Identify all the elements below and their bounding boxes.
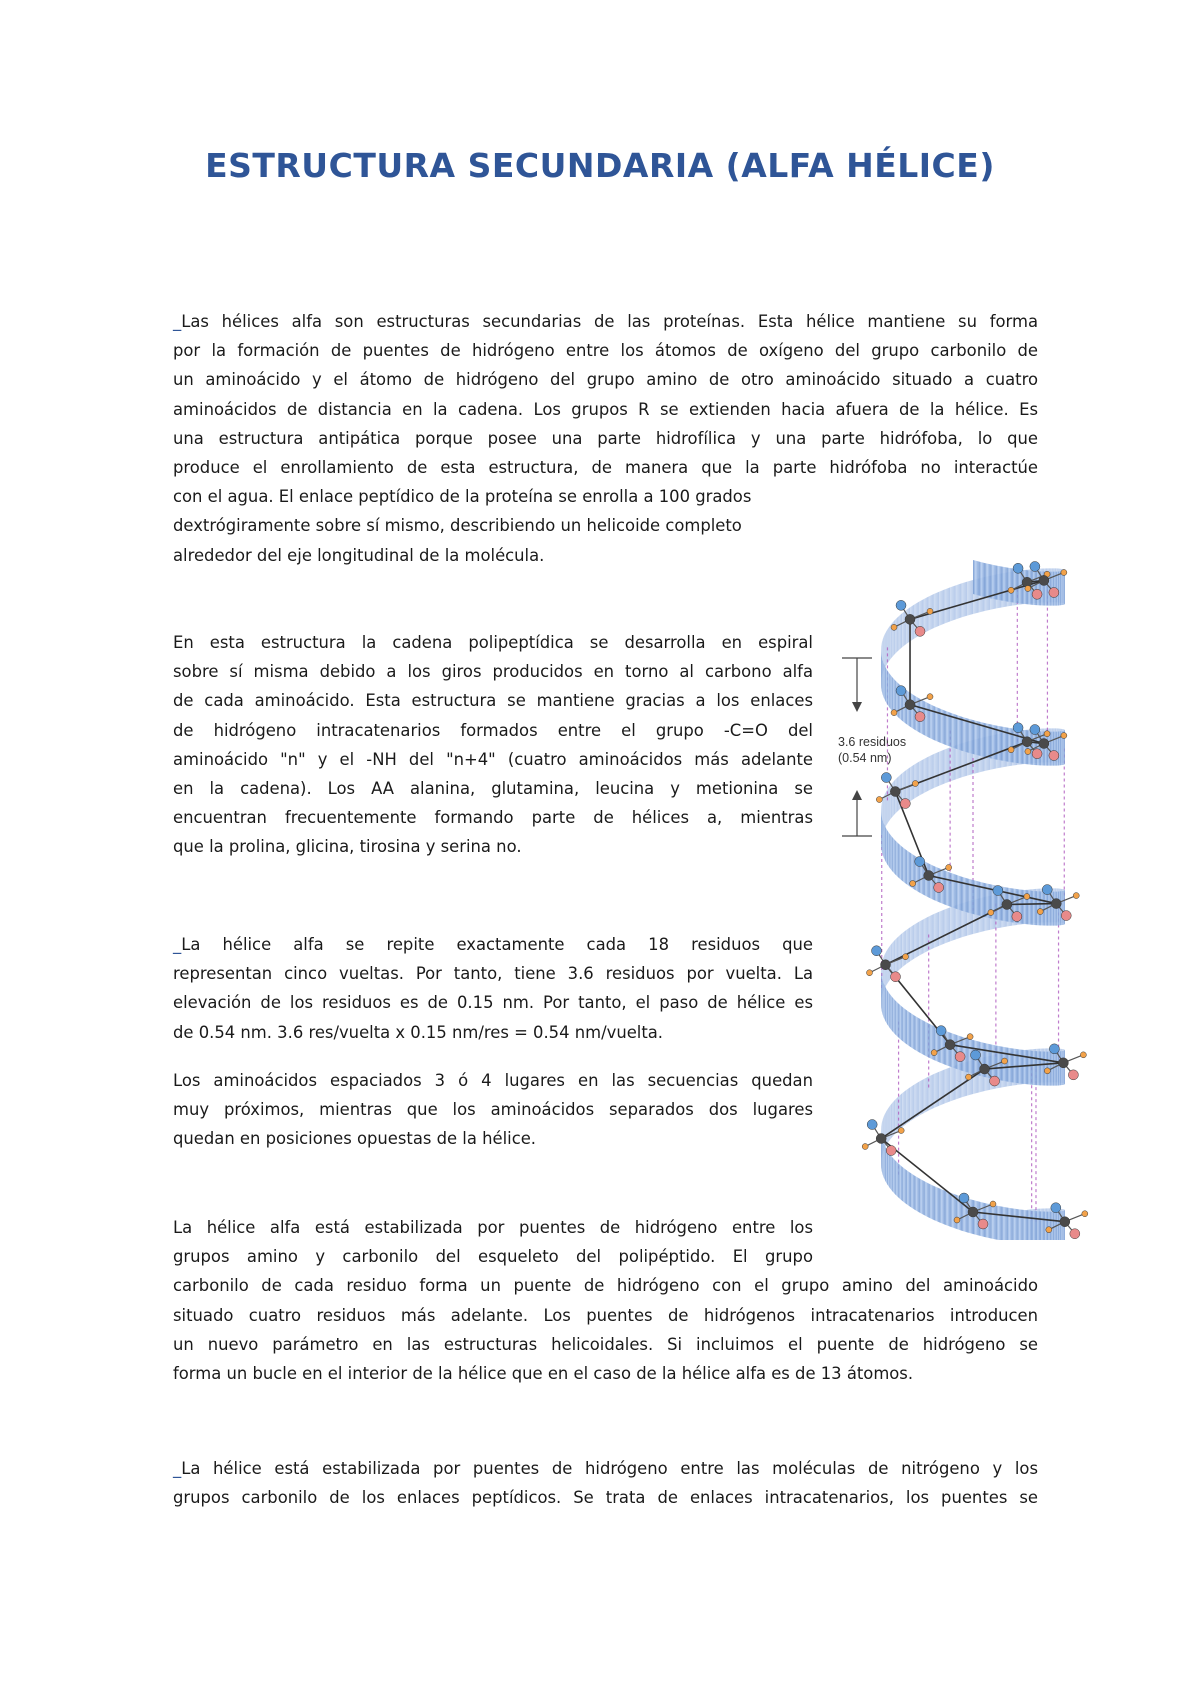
ribbon-front-segment bbox=[1022, 1210, 1027, 1240]
atom bbox=[927, 694, 933, 700]
atom bbox=[1008, 747, 1014, 753]
alpha-helix-image bbox=[828, 510, 1090, 1240]
atom bbox=[968, 1207, 978, 1217]
ribbon-front-segment bbox=[973, 720, 979, 756]
ribbon-front-segment bbox=[1036, 1051, 1040, 1085]
text-line: encuentran frecuentemente formando parte de hélices a, mientras bbox=[173, 808, 813, 828]
atom bbox=[946, 864, 952, 870]
ribbon-front-segment bbox=[887, 671, 889, 708]
atom bbox=[1030, 725, 1040, 735]
atom bbox=[990, 1201, 996, 1207]
text-line: aminoácidos de distancia en la cadena. Los grupos R se extienden hacia afuera de la hélice. Es bbox=[173, 399, 1038, 419]
ribbon-front-segment bbox=[1059, 571, 1061, 605]
ribbon-back-segment bbox=[899, 933, 903, 970]
ribbon-front-segment bbox=[882, 977, 883, 1014]
ribbon-back-segment bbox=[914, 922, 919, 959]
ribbon-front-segment bbox=[939, 1188, 944, 1224]
text-line: _La hélice está estabilizada por puentes de hidrógeno entre las moléculas de nitrógeno y los bbox=[173, 1459, 1038, 1478]
atom bbox=[1039, 739, 1049, 749]
atom bbox=[1061, 911, 1071, 921]
atom bbox=[1032, 589, 1042, 599]
ribbon-back-segment bbox=[950, 585, 956, 621]
ribbon-front-segment bbox=[906, 1170, 910, 1207]
ribbon-front-segment bbox=[990, 1204, 996, 1239]
ribbon-front-segment bbox=[881, 653, 882, 690]
ribbon-back-segment bbox=[950, 745, 956, 781]
ribbon-front-segment bbox=[886, 667, 888, 704]
ribbon-front-segment bbox=[914, 1016, 919, 1053]
atom bbox=[1012, 912, 1022, 922]
paragraph-repeat bbox=[173, 930, 813, 1047]
ribbon-front-segment bbox=[985, 563, 991, 598]
ribbon-front-segment bbox=[899, 1004, 903, 1041]
atom bbox=[934, 882, 944, 892]
ribbon-front-segment bbox=[1032, 1051, 1036, 1085]
atom bbox=[891, 972, 901, 982]
underscore-marker: _ bbox=[173, 1459, 182, 1478]
ribbon-front-segment bbox=[945, 1191, 951, 1227]
ribbon-front-segment bbox=[910, 1173, 914, 1210]
ribbon-front-segment bbox=[1060, 1051, 1062, 1085]
ribbon-front-segment bbox=[884, 984, 886, 1021]
ribbon-front-segment bbox=[1027, 730, 1032, 764]
atom bbox=[1049, 1044, 1059, 1054]
text-line: carbonilo de cada residuo forma un puente de hidrógeno con el grupo amino del aminoácido bbox=[173, 1276, 1038, 1296]
atom bbox=[1022, 737, 1032, 747]
text-line: con el agua. El enlace peptídico de la proteína se enrolla a 100 grados bbox=[173, 487, 752, 507]
ribbon-back-segment bbox=[956, 583, 962, 619]
atom bbox=[1042, 885, 1052, 895]
ribbon-back-segment bbox=[945, 747, 951, 783]
ribbon-front-segment bbox=[899, 844, 903, 881]
ribbon-front-segment bbox=[895, 1000, 898, 1037]
ribbon-front-segment bbox=[886, 827, 888, 864]
atom bbox=[1002, 900, 1012, 910]
ribbon-front-segment bbox=[934, 1186, 939, 1222]
ribbon-back-segment bbox=[945, 1067, 951, 1103]
ribbon-front-segment bbox=[1032, 1211, 1036, 1240]
ribbon-front-segment bbox=[1054, 1052, 1057, 1086]
atom bbox=[954, 1217, 960, 1223]
atom bbox=[891, 624, 897, 630]
ribbon-front-segment bbox=[914, 1176, 919, 1213]
atom bbox=[945, 1040, 955, 1050]
ribbon-front-segment bbox=[884, 664, 886, 701]
ribbon-front-segment bbox=[979, 562, 985, 597]
text-line: La hélice alfa está estabilizada por puentes de hidrógeno entre los bbox=[173, 1218, 813, 1237]
underscore-marker: _ bbox=[173, 935, 182, 954]
atom bbox=[966, 1074, 972, 1080]
ribbon-back-segment bbox=[902, 930, 906, 967]
atom bbox=[1025, 749, 1031, 755]
text-line: quedan en posiciones opuestas de la hélice. bbox=[173, 1129, 537, 1149]
atom bbox=[967, 1034, 973, 1040]
ribbon-back-segment bbox=[899, 613, 903, 650]
atom bbox=[867, 970, 873, 976]
text-line: una estructura antipática porque posee una parte hidrofílica y una parte hidrófoba, lo que bbox=[173, 428, 1038, 448]
ribbon-front-segment bbox=[890, 674, 893, 711]
atom bbox=[1025, 585, 1031, 591]
atom bbox=[1037, 909, 1043, 915]
ribbon-front-segment bbox=[1036, 571, 1040, 605]
ribbon-front-segment bbox=[929, 1183, 934, 1219]
ribbon-front-segment bbox=[1056, 1051, 1058, 1085]
ribbon-front-segment bbox=[996, 565, 1002, 600]
ribbon-front-segment bbox=[1017, 1209, 1022, 1240]
atom bbox=[891, 710, 897, 716]
ribbon-back-segment bbox=[914, 762, 919, 799]
ribbon-back-segment bbox=[929, 754, 934, 790]
ribbon-front-segment bbox=[1032, 891, 1036, 925]
ribbon-back-segment bbox=[939, 749, 944, 785]
ribbon-front-segment bbox=[1036, 1211, 1040, 1240]
atom bbox=[881, 773, 891, 783]
ribbon-front-segment bbox=[882, 657, 883, 694]
atom bbox=[1024, 894, 1030, 900]
atom bbox=[905, 614, 915, 624]
text-line: de cada aminoácido. Esta estructura se mantiene gracias a los enlaces bbox=[173, 691, 813, 711]
ribbon-back-segment bbox=[895, 616, 898, 653]
atom bbox=[915, 626, 925, 636]
atom bbox=[896, 686, 906, 696]
ribbon-front-segment bbox=[961, 717, 967, 753]
ribbon-front-segment bbox=[1036, 891, 1040, 925]
atom bbox=[971, 1050, 981, 1060]
atom bbox=[1070, 1229, 1080, 1239]
ribbon-back-segment bbox=[950, 1065, 956, 1101]
atom bbox=[881, 960, 891, 970]
ribbon-front-segment bbox=[895, 1160, 898, 1197]
ribbon-back-segment bbox=[887, 1106, 889, 1143]
atom bbox=[959, 1193, 969, 1203]
backbone-bond bbox=[1007, 904, 1056, 905]
atom bbox=[862, 1144, 868, 1150]
atom bbox=[896, 600, 906, 610]
atom bbox=[915, 712, 925, 722]
text-line: en la cadena). Los AA alanina, glutamina, leucina y metionina se bbox=[173, 779, 813, 799]
ribbon-front-segment bbox=[945, 871, 951, 907]
ribbon-front-segment bbox=[883, 820, 884, 857]
ribbon-front-segment bbox=[886, 987, 888, 1024]
atom bbox=[1039, 575, 1049, 585]
ribbon-front-segment bbox=[1022, 1050, 1027, 1085]
ribbon-front-segment bbox=[1012, 1208, 1017, 1240]
atom bbox=[931, 1050, 937, 1056]
ribbon-front-segment bbox=[1040, 1211, 1044, 1240]
atom bbox=[978, 1219, 988, 1229]
ribbon-back-segment bbox=[892, 940, 895, 977]
ribbon-back-segment bbox=[919, 759, 924, 796]
text-line: por la formación de puentes de hidrógeno entre los átomos de oxígeno del grupo carbonilo de bbox=[173, 341, 1038, 361]
text-line: situado cuatro residuos más adelante. Los puentes de hidrógenos intracatenarios introducen bbox=[173, 1305, 1038, 1325]
ribbon-front-segment bbox=[1062, 891, 1063, 925]
paragraph-structure bbox=[173, 628, 813, 862]
ribbon-front-segment bbox=[902, 1007, 906, 1044]
ribbon-front-segment bbox=[924, 1021, 929, 1058]
underscore-marker: _ bbox=[173, 312, 182, 331]
ribbon-front-segment bbox=[883, 1140, 884, 1177]
ribbon-front-segment bbox=[890, 994, 893, 1031]
ribbon-back-segment bbox=[939, 909, 944, 945]
page-title: ESTRUCTURA SECUNDARIA (ALFA HÉLICE) bbox=[205, 146, 995, 185]
ribbon-front-segment bbox=[883, 980, 884, 1017]
ribbon-front-segment bbox=[906, 850, 910, 887]
ribbon-front-segment bbox=[892, 1157, 895, 1194]
atom bbox=[1046, 1227, 1052, 1233]
ribbon-front-segment bbox=[902, 847, 906, 884]
ribbon-front-segment bbox=[887, 1151, 889, 1188]
text-line: dextrógiramente sobre sí mismo, describiendo un helicoide completo bbox=[173, 516, 742, 536]
ribbon-back-segment bbox=[939, 589, 944, 625]
atom bbox=[915, 856, 925, 866]
ribbon-front-segment bbox=[1007, 1047, 1012, 1082]
ribbon-front-segment bbox=[1051, 1212, 1054, 1240]
text-line: un nuevo parámetro en las estructuras helicoidales. Si incluimos el puente de hidrógeno se bbox=[173, 1334, 1038, 1354]
ribbon-back-segment bbox=[919, 919, 924, 956]
ribbon-front-segment bbox=[950, 873, 956, 909]
atom bbox=[980, 1064, 990, 1074]
ribbon-front-segment bbox=[967, 718, 973, 754]
text-line: muy próximos, mientras que los aminoácidos separados dos lugares bbox=[173, 1100, 813, 1120]
text-line: de 0.54 nm. 3.6 res/vuelta x 0.15 nm/res = 0.54 nm/vuelta. bbox=[173, 1022, 664, 1042]
text-line: _La hélice alfa se repite exactamente cada 18 residuos que bbox=[173, 935, 813, 954]
atom bbox=[1058, 1058, 1068, 1068]
ribbon-back-segment bbox=[934, 752, 939, 788]
ribbon-front-segment bbox=[892, 677, 895, 714]
atom bbox=[876, 1134, 886, 1144]
ribbon-front-segment bbox=[1001, 567, 1006, 602]
atom bbox=[1044, 1068, 1050, 1074]
ribbon-back-segment bbox=[924, 757, 929, 794]
ribbon-front-segment bbox=[1047, 892, 1050, 926]
atom bbox=[872, 946, 882, 956]
atom bbox=[1032, 749, 1042, 759]
atom bbox=[1008, 587, 1014, 593]
ribbon-front-segment bbox=[910, 1013, 914, 1050]
label-distance: (0.54 nm) bbox=[838, 751, 892, 765]
ribbon-back-segment bbox=[887, 626, 889, 663]
atom bbox=[1049, 587, 1059, 597]
atom bbox=[1073, 893, 1079, 899]
atom bbox=[1060, 1217, 1070, 1227]
ribbon-front-segment bbox=[1047, 1212, 1050, 1240]
ribbon-front-segment bbox=[881, 813, 882, 850]
ribbon-back-segment bbox=[939, 1069, 944, 1105]
text-line: En esta estructura la cadena polipeptídica se desarrolla en espiral bbox=[173, 633, 813, 652]
atom bbox=[1061, 733, 1067, 739]
ribbon-front-segment bbox=[1027, 1210, 1032, 1240]
ribbon-front-segment bbox=[1040, 1051, 1044, 1085]
atom bbox=[910, 880, 916, 886]
ribbon-back-segment bbox=[910, 924, 914, 961]
atom bbox=[1049, 751, 1059, 761]
ribbon-front-segment bbox=[883, 660, 884, 697]
ribbon-back-segment bbox=[929, 914, 934, 950]
text-line: elevación de los residuos es de 0.15 nm. Por tanto, el paso de hélice es bbox=[173, 993, 813, 1013]
atom bbox=[988, 910, 994, 916]
atom bbox=[1061, 569, 1067, 575]
atom bbox=[936, 1026, 946, 1036]
text-line: grupos carbonilo de los enlaces peptídicos. Se trata de enlaces intracatenarios, los puentes se bbox=[173, 1488, 1038, 1508]
atom bbox=[1068, 1070, 1078, 1080]
atom bbox=[1080, 1052, 1086, 1058]
ribbon-back-segment bbox=[950, 905, 956, 941]
atom bbox=[1051, 1203, 1061, 1213]
ribbon-back-segment bbox=[934, 912, 939, 948]
atom bbox=[1030, 561, 1040, 571]
ribbon-front-segment bbox=[884, 824, 886, 861]
ribbon-front-segment bbox=[996, 1205, 1002, 1240]
atom bbox=[867, 1120, 877, 1130]
ribbon-front-segment bbox=[890, 1154, 893, 1191]
text-line: _Las hélices alfa son estructuras secundarias de las proteínas. Esta hélice mantiene su forma bbox=[173, 312, 1038, 331]
atom bbox=[924, 870, 934, 880]
ribbon-front-segment bbox=[895, 840, 898, 877]
ribbon-back-segment bbox=[945, 587, 951, 623]
text-line: alrededor del eje longitudinal de la molécula. bbox=[173, 545, 545, 565]
atom bbox=[886, 1146, 896, 1156]
ribbon-front-segment bbox=[887, 991, 889, 1028]
text-line: Los aminoácidos espaciados 3 ó 4 lugares en las secuencias quedan bbox=[173, 1071, 813, 1090]
ribbon-back-segment bbox=[967, 580, 973, 616]
ribbon-front-segment bbox=[1060, 571, 1062, 605]
text-line: produce el enrollamiento de esta estructura, de manera que la parte hidrófoba no interactúe bbox=[173, 458, 1038, 478]
ribbon-front-segment bbox=[906, 1010, 910, 1047]
ribbon-back-segment bbox=[924, 917, 929, 954]
ribbon-front-segment bbox=[884, 1144, 886, 1181]
atom bbox=[890, 787, 900, 797]
atom bbox=[990, 1076, 1000, 1086]
ribbon-back-segment bbox=[895, 936, 898, 973]
ribbon-front-segment bbox=[919, 1178, 924, 1215]
atom bbox=[876, 797, 882, 803]
text-line: representan cinco vueltas. Por tanto, tiene 3.6 residuos por vuelta. La bbox=[173, 964, 813, 984]
ribbon-back-segment bbox=[961, 582, 967, 618]
ribbon-front-segment bbox=[882, 817, 883, 854]
ribbon-front-segment bbox=[929, 703, 934, 739]
atom bbox=[1082, 1211, 1088, 1217]
atom bbox=[1044, 731, 1050, 737]
atom bbox=[927, 608, 933, 614]
ribbon-front-segment bbox=[924, 1181, 929, 1218]
ribbon-front-segment bbox=[902, 1167, 906, 1204]
text-line: sobre sí misma debido a los giros producidos en torno al carbono alfa bbox=[173, 662, 813, 682]
atom bbox=[898, 1128, 904, 1134]
ribbon-back-segment bbox=[892, 780, 895, 817]
ribbon-front-segment bbox=[919, 1018, 924, 1055]
ribbon-front-segment bbox=[1044, 1212, 1048, 1240]
ribbon-front-segment bbox=[881, 973, 882, 1010]
atom bbox=[903, 954, 909, 960]
ribbon-front-segment bbox=[973, 560, 979, 596]
ribbon-back-segment bbox=[886, 1109, 888, 1146]
text-line: aminoácido "n" y el -NH del "n+4" (cuatro aminoácidos más adelante bbox=[173, 749, 813, 769]
ribbon-front-segment bbox=[1001, 1207, 1006, 1240]
ribbon-front-segment bbox=[892, 837, 895, 874]
paragraph-spacing bbox=[173, 1066, 813, 1154]
ribbon-back-segment bbox=[945, 907, 951, 943]
text-line: grupos amino y carbonilo del esqueleto del polipéptido. El grupo bbox=[173, 1247, 813, 1267]
atom bbox=[1051, 899, 1061, 909]
text-line: de hidrógeno intracatenarios formados entre el grupo -C=O del bbox=[173, 720, 813, 740]
ribbon-front-segment bbox=[1012, 568, 1017, 603]
ribbon-front-segment bbox=[961, 877, 967, 913]
text-line: que la prolina, glicina, tirosina y serina no. bbox=[173, 837, 522, 857]
ribbon-front-segment bbox=[929, 863, 934, 899]
ribbon-front-segment bbox=[899, 1164, 903, 1201]
atom bbox=[1013, 723, 1023, 733]
text-line: un aminoácido y el átomo de hidrógeno del grupo amino de otro aminoácido situado a cuatro bbox=[173, 370, 1038, 390]
ribbon-front-segment bbox=[1056, 731, 1058, 765]
atom bbox=[912, 781, 918, 787]
ribbon-back-segment bbox=[934, 592, 939, 628]
ribbon-front-segment bbox=[956, 875, 962, 911]
atom bbox=[955, 1052, 965, 1062]
atom bbox=[993, 886, 1003, 896]
atom bbox=[905, 700, 915, 710]
ribbon-back-segment bbox=[902, 610, 906, 647]
ribbon-front-segment bbox=[890, 834, 893, 871]
ribbon-front-segment bbox=[1007, 1207, 1012, 1240]
ribbon-front-segment bbox=[990, 1044, 996, 1079]
atom bbox=[1002, 1058, 1008, 1064]
atom bbox=[1013, 563, 1023, 573]
ribbon-front-segment bbox=[887, 831, 889, 868]
text-line: forma un bucle en el interior de la hélice que en el caso de la hélice alfa es de 13 átomos. bbox=[173, 1364, 914, 1384]
ribbon-front-segment bbox=[1007, 567, 1012, 602]
ribbon-front-segment bbox=[892, 997, 895, 1034]
atom bbox=[900, 799, 910, 809]
paragraph-hbonds bbox=[173, 1454, 1038, 1512]
label-residues: 3.6 residuos bbox=[838, 735, 907, 749]
ribbon-front-segment bbox=[1027, 1050, 1032, 1084]
ribbon-front-segment bbox=[1062, 571, 1063, 605]
